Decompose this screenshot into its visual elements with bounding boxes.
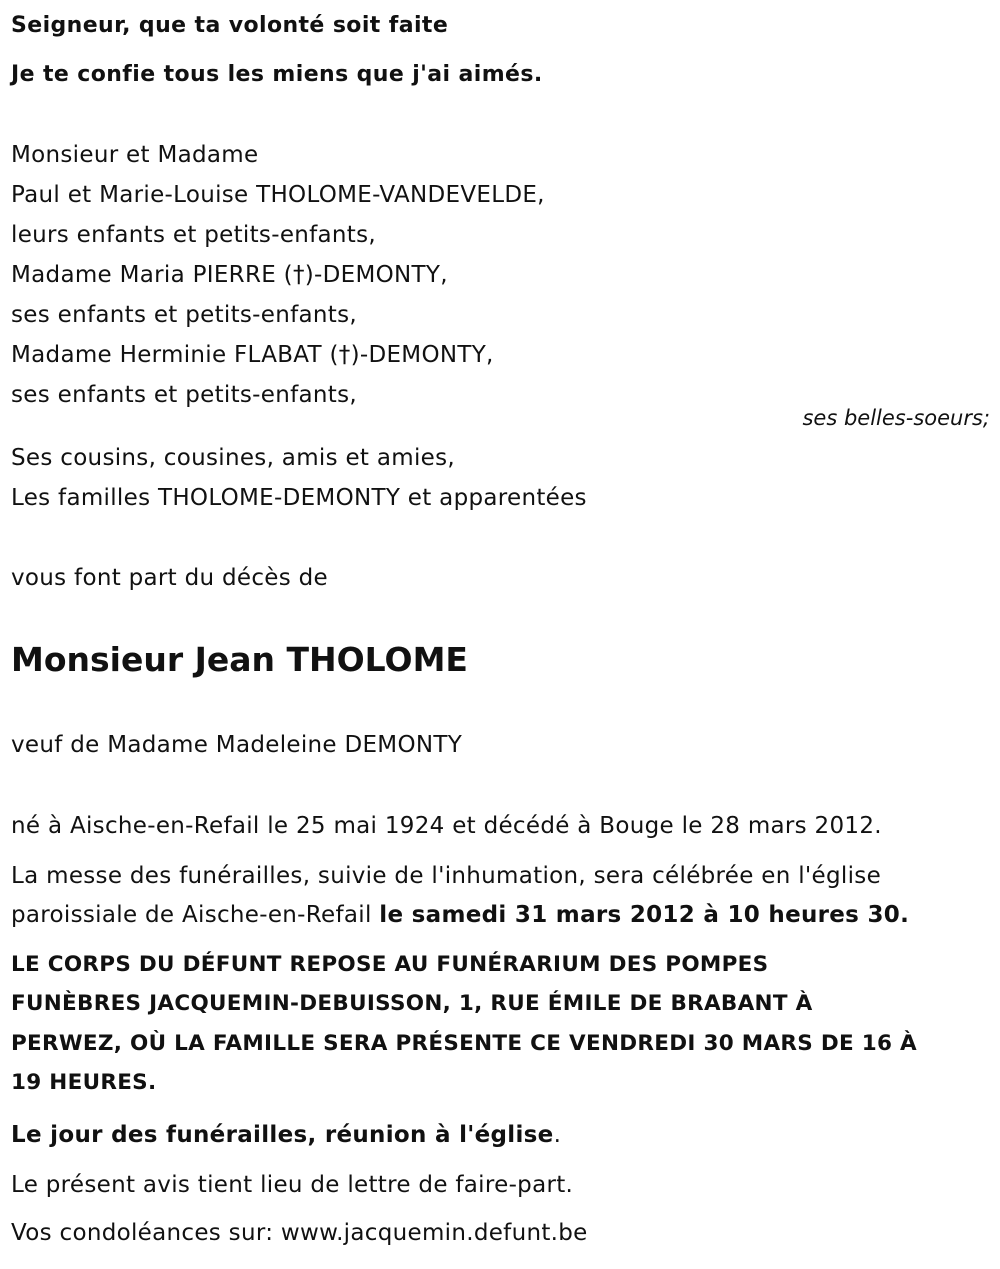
family-line: Paul et Marie-Louise THOLOME-VANDEVELDE, [11, 182, 545, 208]
others-line: Ses cousins, cousines, amis et amies, [11, 445, 455, 471]
dates-text: né à Aische-en-Refail le 25 mai 1924 et décédé à Bouge le 28 mars 2012. [11, 813, 882, 839]
widower-text: veuf de Madame Madeleine DEMONTY [11, 732, 463, 758]
meeting-text [11, 1120, 561, 1150]
meeting-bold: Le jour des funérailles, réunion à l'église [11, 1122, 554, 1148]
family-line: Monsieur et Madame [11, 142, 259, 168]
prayer-line-1: Seigneur, que ta volonté soit faite [11, 13, 449, 38]
notice-text: Le présent avis tient lieu de lettre de faire-part. [11, 1172, 574, 1198]
family-line: ses enfants et petits-enfants, [11, 382, 357, 408]
repose-line: 19 HEURES. [11, 1070, 157, 1095]
mass-datetime: le samedi 31 mars 2012 à 10 heures 30. [379, 902, 910, 928]
repose-line: FUNÈBRES JACQUEMIN-DEBUISSON, 1, RUE ÉMILE DE BRABANT À [11, 991, 813, 1016]
condolences-text: Vos condoléances sur: www.jacquemin.defunt.be [11, 1220, 588, 1246]
mass-line-1: La messe des funérailles, suivie de l'inhumation, sera célébrée en l'église [11, 863, 882, 889]
repose-line: LE CORPS DU DÉFUNT REPOSE AU FUNÉRARIUM DES POMPES [11, 952, 769, 977]
family-line: Madame Maria PIERRE (†)-DEMONTY, [11, 262, 448, 288]
family-line: Madame Herminie FLABAT (†)-DEMONTY, [11, 342, 494, 368]
announce-text: vous font part du décès de [11, 565, 328, 591]
family-line: ses enfants et petits-enfants, [11, 302, 357, 328]
family-line: leurs enfants et petits-enfants, [11, 222, 377, 248]
meeting-end: . [553, 1122, 562, 1148]
others-line: Les familles THOLOME-DEMONTY et apparentées [11, 485, 587, 511]
mass-location: paroissiale de Aische-en-Refail [11, 902, 380, 928]
deceased-name: Monsieur Jean THOLOME [11, 640, 468, 679]
prayer-line-2: Je te confie tous les miens que j'ai aimés. [11, 62, 543, 87]
family-role: ses belles-soeurs; [802, 406, 990, 430]
mass-line-2 [11, 900, 909, 930]
repose-line: PERWEZ, OÙ LA FAMILLE SERA PRÉSENTE CE VENDREDI 30 MARS DE 16 À [11, 1031, 917, 1056]
